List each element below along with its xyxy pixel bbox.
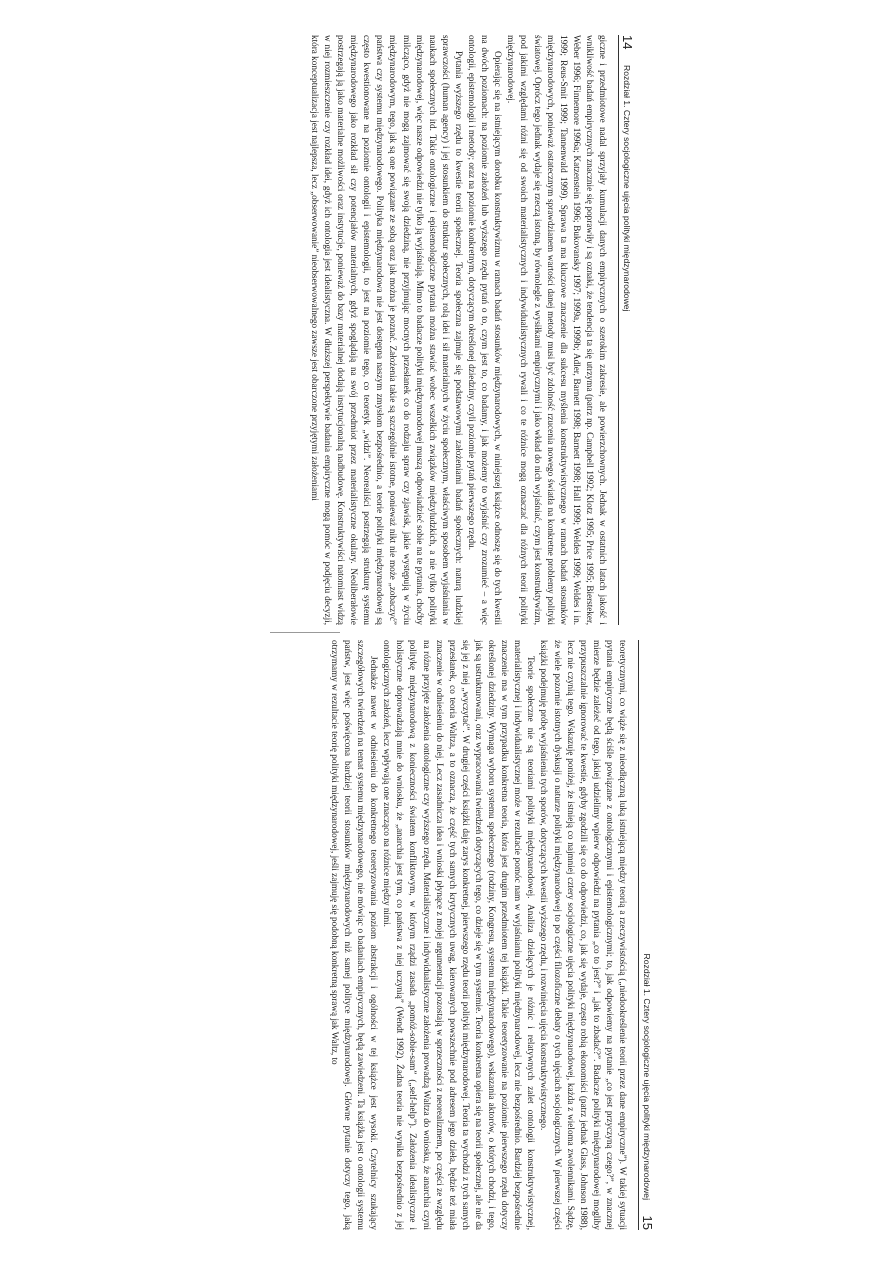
right-page-number: 15 <box>640 1215 655 1230</box>
right-body-text <box>328 640 629 1230</box>
right-running-title: Rozdział 1. Cztery socjologiczne ujęcia polityki międzynarodowej <box>642 953 652 1200</box>
left-page-header <box>618 35 635 625</box>
paragraph: Teorie społeczne nie są teoriami polityki międzynarodowej. Analiza dzielących je różnic i relatywnych zalet ontologii konstruktywistycznej, materialistycznej i indywidualistycznej może w rezultacie pomóc nam w wyjaśnianiu polityki międzynarodowej, lecz nie bezpośrednio. Bardziej bezpośrednie znaczenie ma w tym przypadku konkretna teoria, która jest drugim przedmiotem tej książki. Takie teoretyzowanie na poziomie pierwszego rzędu dotyczy określonej dziedziny. Wymaga wyboru systemu społecznego (rodziny, Kongresu, systemu międzynarodowego), wskazania aktorów, o których chodzi, i tego, jak są ustrukturowani, oraz wypracowania twierdzeń dotyczących tego, co dzieje się w tym systemie. Teoria konkretna opiera się na teorii społecznej, ale nie da się jej z niej „wyczytać”. W drugiej części książki daję zarys konkretnej, pierwszego rzędu teorii polityki międzynarodowej. Teoria ta wychodzi z tych samych przesłanek, co teoria Waltza, a to oznacza, że część tych samych krytycznych uwag, kierowanych powszechnie pod adresem jego dzieła, będzie też miała znaczenie w odniesieniu do niej. Lecz zasadnicza idea i wnioski płynące z mojej argumentacji pozostają w sprzeczności z neorealizmem, po części ze względu na różne przyjęte założenia ontologiczne czy wyższego rzędu. Materialistyczne i indywidualistyczne założenia prowadzą Waltza do wniosku, że anarchia czyni politykę międzynarodową z konieczności światem konfliktowym, w którym rządzi zasada „pomóż-sobie-sam” („self-help”). Założenia idealistyczne i holistyczne doprowadzają mnie do wniosku, że „anarchia jest tym, co państwa z niej uczynią” (Wendt 1992). Żadna teoria nie wynika bezpośrednio z jej ontologicznych założeń, lecz wpływają one znacząco na różnice między nimi. <box>382 640 537 1230</box>
left-running-title: Rozdział 1. Cztery socjologiczne ujęcia polityki międzynarodowej <box>622 65 632 312</box>
paragraph: Jednakże nawet w odniesieniu do konkretnego teoretyzowania poziom abstrakcji i ogólności w tej książce jest wysoki. Czytelnicy szukający szczegółowych twierdzeń na temat systemu międzynarodowego, nie mówiąc o badaniach empirycznych, będą zawiedzeni. Ta książka jest o ontologii systemu państw, jest więc poświęcona bardziej teorii stosunków międzynarodowych niż samej polityce międzynarodowej. Główne pytanie dotyczy tego, jaką otrzymamy w rezultacie teorię polityki międzynarodowej, jeśli zajmuję się podobną konkretną sprawą jak Waltz, to <box>329 640 380 1230</box>
right-page-header <box>638 640 655 1230</box>
left-body-text <box>308 35 609 625</box>
paragraph: Pytania wyższego rzędu to kwestie teorii społecznej. Teoria społeczna zajmuje się podstawowymi założeniami badań społecznych: naturą ludzkiej sprawczości (human agency) i jej stosunkiem do struktur społecznych, rolą idei i sił materialnych w życiu społecznym, właściwym sposobem wyjaśniania w naukach społecznych itd. Takie ontologiczne i epistemologiczne pytania można stawiać wobec wszelkich związków międzyludzkich, a nie tylko polityki międzynarodowej, więc nasze odpowiedzi nie tylko ją wyjaśniają. Mimo to badacze polityki międzynarodowej muszą odpowiadzieć sobie na te pytania, choćby milcząco, gdyż nie mogą zajmować się swoją dziedziną, nie przyjmując mocnych przesłanek co do rodzaju spraw czy zjawisk, jakie występują w życiu międzynarodowym, tego, jak są one powiązane ze sobą oraz jak można je poznać. Założenia takie są szczególnie istotne, ponieważ nikt nie może „zobaczyć” państwa czy systemu międzynarodowego. Polityka międzynarodowa nie jest dostępna naszym zmysłom bezpośrednio, a teorie polityki międzynarodowej są często kwestionowane na poziomie ontologii i epistemologii, to jest na poziomie tego, co teoretyk „widzi”. Neorealiści postrzegają strukturę systemu międzynarodowego jako rozkład sił czy potencjałów materialnych, gdyż spoglądają na swój przedmiot przez materialistyczne okulary. Neoliberałowie postrzegają ją jako materialne możliwości oraz instytucje, ponieważ do bazy materialnej dodają instytucjonalną nadbudowę. Konstruktywiści natomiast widzą w niej rozmieszczenie czy rozkład idei, gdyż ich ontologia jest idealistyczna. W dłuższej perspektywie badania empiryczne mogą pomóc w podjęciu decyzji, która konceptualizacja jest najlepsza, lecz „obserwowanie” nieobserwowalnego zawsze jest obarczone przyjętymi założeniami <box>309 35 464 625</box>
left-page <box>235 35 635 625</box>
right-page <box>255 640 655 1230</box>
paragraph: giczne i przedmiotowe nadal sprzyjały kumulacji danych empirycznych o szerokim zakresie, ale powierzchownych. Jednak w ostatnich latach jakość i wnikliwość badań empirycznych znacznie się poprawiły i są oznaki, że tendencja ta się utrzyma (patrz np. Campbell 1992; Klotz 1995; Price 1995; Biersteker, Weber 1996; Finnemore 1996a; Katzenstein 1996; Bukovansky 1997; 1999a, 1999b; Adler, Barnett 1998; Barnett 1998; Hall 1999; Weldes 1999; Weldes i in. 1999; Reus-Smit 1999; Tannenwald 1999). Sprawa ta ma kluczowe znaczenie dla sukcesu myślenia konstruktywistycznego w ramach badań stosunków międzynarodowych, ponieważ ostatecznym sprawdzianem wartości danej metody musi być zdolność rzucenia nowego światła na konkretne problemy polityki światowej. Oprócz tego jednak wydaje się rzeczą istotną, by równolegle z wysiłkami empirycznymi i jako wkład do nich wyjaśniać, czym jest konstruktywizm, pod jakimi względami różni się od swoich materialistycznych i indywidualistycznych rywali i co te różnice mogą oznaczać dla różnych teorii polityki międzynarodowej. <box>506 35 608 625</box>
scan-artifact <box>270 632 340 633</box>
paragraph: Opierając się na istniejącym dorobku konstruktywizmu w ramach badań stosunków międzynarodowych, w niniejszej książce odnoszę się do tych kwestii na dwóch poziomach: na poziomie założeń lub wyższego rzędu pytań o to, czym jest to, co badamy, i jak możemy to wyjaśnić czy zrozumieć – a więc ontologii, epistemologii i metody; oraz na poziomie konkretnym, dotyczącym określonej dziedziny, czyli poziomie pytań pierwszego rzędu. <box>467 35 504 625</box>
left-page-number: 14 <box>620 35 635 50</box>
paragraph: teoretycznymi, co wiąże się z nieodłączną luką istniejącą między teorią a rzeczywistością („niedookreślenie teorii przez dane empiryczne”). W takiej sytuacji pytania empiryczne będą ściśle powiązane z ontologicznymi i epistemologicznymi; to, jak odpowiemy na pytanie „co jest przyczyną czego?”, w znacznej mierze będzie zależeć od tego, jakiej udzielimy wpierw odpowiedzi na pytania „co to jest?” i „jak to zbadać?”. Badacze polityki międzynarodowej mogliby przypuszczalnie ignorować te kwestie, gdyby zgodzili się co do odpowiedzi, co, jak się wydaje, często robią ekonomiści (patrz jednak Glass, Johnson 1988), lecz nie czynią tego. Wskazuję poniżej, że istnieją co najmniej cztery socjologiczne ujęcia polityki międzynarodowej, każda z wieloma zwolennikami. Sądzę, że wiele pozornie istotnych dyskusji o naturze polityki międzynarodowej to po części filozoficzne debaty o tych ujęciach socjologicznych. W pierwszej części książki podejmuję próbę wyjaśnienia tych sporów, dotyczących kwestii wyższego rzędu, i rozwinięcia ujęcia konstruktywistycznego. <box>539 640 628 1230</box>
